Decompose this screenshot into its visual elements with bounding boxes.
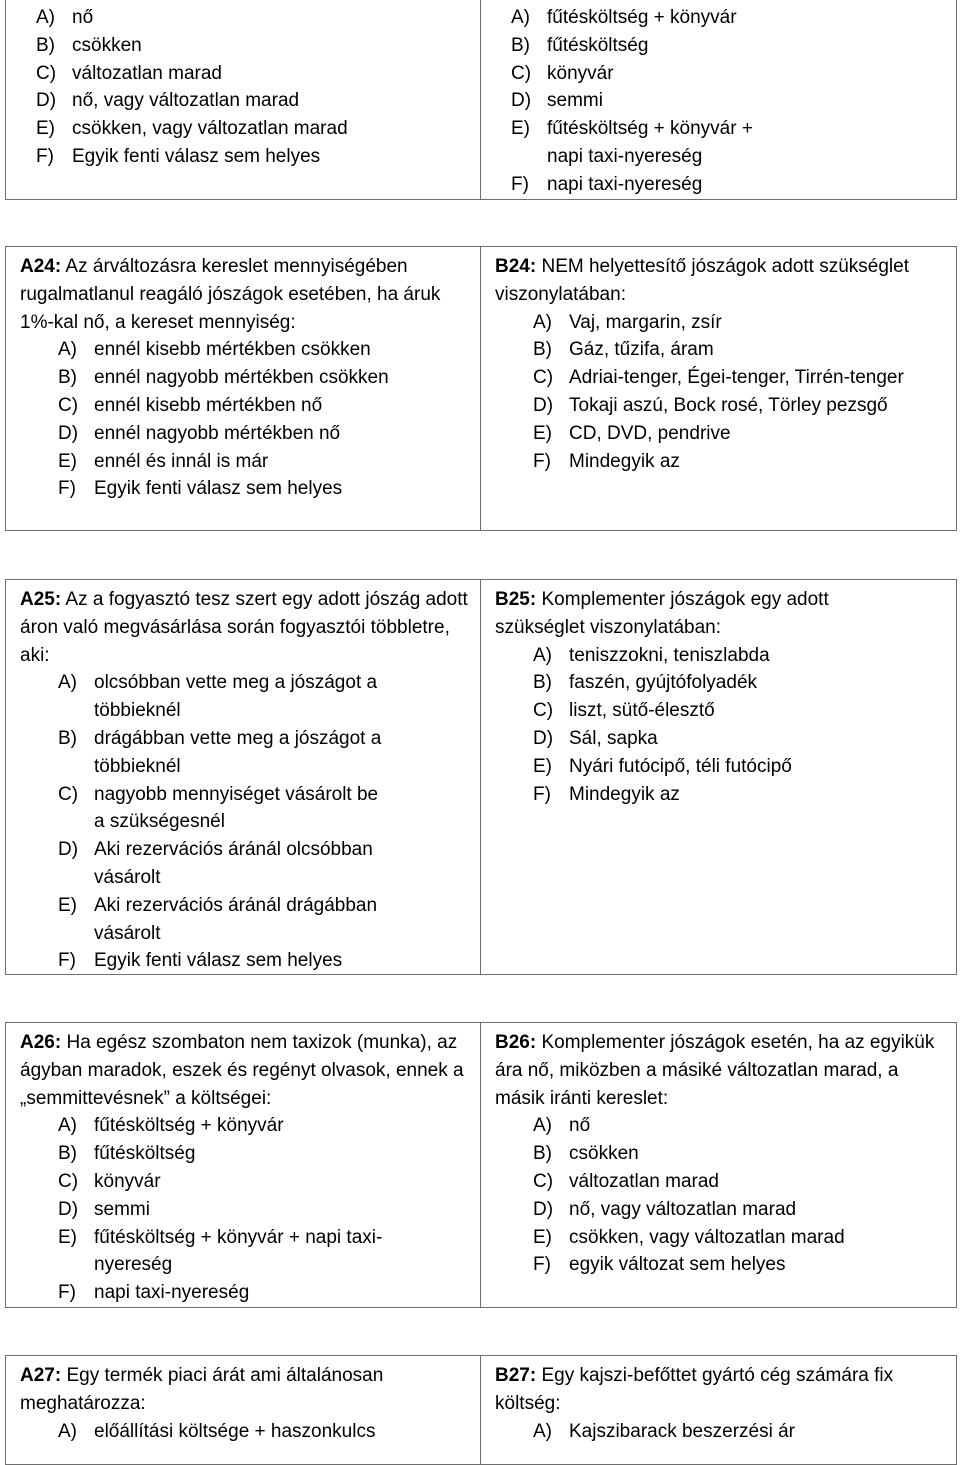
option-text: napi taxi-nyereség — [94, 1282, 250, 1304]
option-text: napi taxi-nyereség — [547, 173, 703, 195]
option-a — [58, 336, 470, 364]
option-c — [36, 60, 470, 88]
question-box-a23 — [5, 0, 481, 200]
options-list — [20, 1418, 470, 1446]
question-box-b26 — [480, 1022, 957, 1308]
option-letter: B) — [533, 1143, 552, 1165]
option-text: ennél nagyobb mértékben nő — [94, 422, 341, 444]
option-letter: A) — [511, 7, 530, 28]
option-letter: C) — [533, 700, 554, 722]
option-letter: F) — [58, 478, 76, 500]
option-f — [533, 1251, 946, 1279]
option-letter: C) — [533, 1170, 554, 1192]
question-text — [495, 1362, 946, 1418]
option-letter: B) — [511, 34, 530, 56]
question-box-b24 — [480, 246, 957, 531]
option-text: drágábban vette meg a jószágot a többieknél — [94, 727, 382, 777]
question-text — [20, 1362, 470, 1418]
question-box-a27 — [5, 1355, 481, 1465]
option-text: ennél kisebb mértékben nő — [94, 394, 323, 416]
option-letter: F) — [36, 145, 54, 167]
option-letter: D) — [58, 839, 79, 861]
option-a — [58, 1418, 470, 1446]
option-text: Kajszibarack beszerzési ár — [569, 1420, 795, 1442]
option-text: csökken — [569, 1143, 639, 1165]
option-text: fűtésköltség + könyvár + napi taxi-nyereség — [547, 118, 753, 167]
options-list — [20, 669, 388, 975]
question-label: B27: — [495, 1365, 537, 1386]
option-letter: B) — [533, 339, 552, 361]
option-text: csökken, vagy változatlan marad — [569, 1226, 845, 1248]
option-b — [36, 32, 470, 60]
option-letter: D) — [58, 422, 79, 444]
option-text: ennél nagyobb mértékben csökken — [94, 367, 389, 389]
question-label: B25: — [495, 589, 537, 610]
option-letter: E) — [533, 422, 552, 444]
question-text — [495, 253, 946, 309]
option-a — [58, 1112, 470, 1140]
option-b — [58, 1140, 470, 1168]
option-e — [511, 115, 792, 171]
option-c — [58, 392, 470, 420]
option-letter: B) — [58, 367, 77, 389]
option-text: nő — [72, 7, 94, 28]
option-c — [533, 364, 946, 392]
option-a — [36, 4, 470, 32]
option-text: fűtésköltség + könyvár + napi taxi-nyereség — [94, 1226, 383, 1276]
option-e — [533, 753, 946, 781]
option-text: Gáz, tűzifa, áram — [569, 339, 714, 361]
option-text: semmi — [94, 1198, 150, 1220]
options-list — [20, 4, 470, 171]
question-box-b27 — [480, 1355, 957, 1465]
option-text: olcsóbban vette meg a jószágot a többieknél — [94, 672, 378, 722]
option-f — [533, 781, 946, 809]
question-label: A25: — [20, 589, 62, 610]
option-letter: E) — [58, 894, 77, 916]
option-letter: A) — [36, 7, 55, 28]
question-body: Ha egész szombaton nem taxizok (munka), az ágyban maradok, eszek és regényt olvasok, ennek a „semmittevésnek” a költségei: — [20, 1032, 464, 1109]
question-label: A27: — [20, 1365, 62, 1386]
option-letter: F) — [511, 173, 529, 195]
option-d — [533, 392, 946, 420]
question-label: B26: — [495, 1032, 537, 1053]
question-body: Egy kajszi-befőttet gyártó cég számára fix költség: — [495, 1365, 894, 1414]
option-text: ennél kisebb mértékben csökken — [94, 339, 371, 361]
question-body: Egy termék piaci árát ami általánosan meghatározza: — [20, 1365, 384, 1414]
option-b — [511, 32, 946, 60]
option-a — [58, 669, 388, 725]
question-box-b25 — [480, 579, 957, 975]
option-text: fűtésköltség — [94, 1143, 196, 1165]
option-text: CD, DVD, pendrive — [569, 422, 731, 444]
option-text: nő, vagy változatlan marad — [72, 90, 300, 112]
question-text — [495, 1029, 946, 1112]
option-text: Egyik fenti válasz sem helyes — [94, 950, 343, 972]
option-text: csökken, vagy változatlan marad — [72, 118, 348, 140]
option-letter: A) — [533, 1420, 552, 1442]
option-letter: E) — [58, 1226, 77, 1248]
option-letter: C) — [58, 394, 79, 416]
question-text — [20, 1029, 470, 1112]
option-letter: F) — [533, 783, 551, 805]
option-letter: B) — [533, 672, 552, 694]
option-d — [533, 1196, 946, 1224]
option-e — [36, 115, 470, 143]
option-f — [533, 448, 946, 476]
option-d — [58, 836, 388, 892]
option-a — [533, 642, 946, 670]
option-text: változatlan marad — [72, 62, 222, 84]
question-label: B24: — [495, 256, 537, 277]
option-letter: A) — [58, 1420, 77, 1442]
option-text: csökken — [72, 34, 142, 56]
option-d — [58, 420, 470, 448]
question-box-a25 — [5, 579, 481, 975]
option-text: liszt, sütő-élesztő — [569, 700, 715, 722]
option-e — [58, 1224, 424, 1280]
option-letter: A) — [58, 1115, 77, 1137]
option-letter: B) — [58, 727, 77, 749]
option-letter: A) — [533, 644, 552, 666]
option-text: Aki rezervációs áránál drágábban vásárolt — [94, 894, 378, 944]
option-d — [511, 87, 946, 115]
option-letter: E) — [58, 450, 77, 472]
option-e — [58, 448, 470, 476]
question-body: NEM helyettesítő jószágok adott szükséglet viszonylatában: — [495, 256, 909, 305]
question-label: A24: — [20, 256, 62, 277]
options-list — [495, 1418, 946, 1446]
option-d — [533, 725, 946, 753]
question-body: Az árváltozásra kereslet mennyiségében rugalmatlanul reagáló jószágok esetében, ha áruk 1%-kal nő, a kereset mennyiség: — [20, 256, 441, 333]
option-c — [511, 60, 946, 88]
option-text: teniszzokni, teniszlabda — [569, 644, 770, 666]
option-e — [533, 420, 946, 448]
option-text: Adriai-tenger, Égei-tenger, Tirrén-tenger — [569, 367, 904, 389]
option-letter: C) — [36, 62, 57, 84]
option-a — [533, 309, 946, 337]
option-letter: F) — [533, 450, 551, 472]
option-letter: A) — [58, 672, 77, 694]
option-text: Tokaji aszú, Bock rosé, Törley pezsgő — [569, 394, 888, 416]
question-box-a24 — [5, 246, 481, 531]
option-letter: E) — [36, 118, 55, 140]
option-d — [36, 87, 470, 115]
option-text: Sál, sapka — [569, 727, 658, 749]
option-text: fűtésköltség — [547, 34, 649, 56]
option-letter: B) — [36, 34, 55, 56]
question-body: Az a fogyasztó tesz szert egy adott jószág adott áron való megvásárlása során fogyasztói többletre, aki: — [20, 589, 468, 666]
option-letter: D) — [511, 90, 532, 112]
option-text: fűtésköltség + könyvár — [94, 1115, 284, 1137]
option-c — [533, 697, 946, 725]
option-f — [58, 475, 470, 503]
option-e — [58, 892, 388, 948]
options-list — [495, 642, 946, 809]
options-list — [495, 1112, 946, 1279]
option-letter: E) — [533, 1226, 552, 1248]
option-letter: F) — [58, 950, 76, 972]
option-c — [533, 1168, 946, 1196]
option-letter: E) — [533, 755, 552, 777]
option-b — [58, 725, 388, 781]
option-b — [533, 669, 946, 697]
option-letter: A) — [58, 339, 77, 361]
option-f — [511, 171, 946, 199]
option-f — [58, 1279, 470, 1307]
option-letter: A) — [533, 311, 552, 333]
option-text: Mindegyik az — [569, 783, 680, 805]
option-e — [533, 1224, 946, 1252]
question-box-a26 — [5, 1022, 481, 1308]
options-list — [20, 1112, 470, 1307]
options-list — [495, 309, 946, 476]
option-b — [533, 336, 946, 364]
option-text: Egyik fenti válasz sem helyes — [72, 145, 321, 167]
question-text — [495, 586, 875, 642]
option-text: Egyik fenti válasz sem helyes — [94, 478, 343, 500]
option-letter: D) — [533, 394, 554, 416]
question-text — [20, 253, 470, 336]
option-letter: D) — [533, 727, 554, 749]
option-b — [533, 1140, 946, 1168]
option-letter: E) — [511, 118, 530, 140]
option-text: Vaj, margarin, zsír — [569, 311, 722, 333]
option-text: fűtésköltség + könyvár — [547, 7, 737, 28]
option-letter: D) — [36, 90, 57, 112]
option-text: semmi — [547, 90, 603, 112]
option-text: egyik változat sem helyes — [569, 1254, 786, 1276]
option-letter: B) — [58, 1143, 77, 1165]
question-body: Komplementer jószágok egy adott szükséglet viszonylatában: — [495, 589, 829, 638]
option-f — [36, 143, 470, 171]
options-list — [495, 4, 946, 199]
option-letter: C) — [58, 783, 79, 805]
option-text: Nyári futócipő, téli futócipő — [569, 755, 792, 777]
option-letter: F) — [533, 1254, 551, 1276]
option-letter: F) — [58, 1282, 76, 1304]
option-text: faszén, gyújtófolyadék — [569, 672, 758, 694]
option-d — [58, 1196, 470, 1224]
option-c — [58, 781, 388, 837]
option-f — [58, 947, 388, 975]
option-text: Mindegyik az — [569, 450, 680, 472]
option-c — [58, 1168, 470, 1196]
option-a — [533, 1112, 946, 1140]
option-text: Aki rezervációs áránál olcsóbban vásárolt — [94, 839, 373, 888]
option-letter: D) — [533, 1198, 554, 1220]
option-letter: C) — [533, 367, 554, 389]
option-text: könyvár — [94, 1170, 161, 1192]
option-a — [511, 4, 946, 32]
option-letter: C) — [511, 62, 532, 84]
option-letter: C) — [58, 1170, 79, 1192]
option-text: előállítási költsége + haszonkulcs — [94, 1420, 376, 1442]
option-text: változatlan marad — [569, 1170, 719, 1192]
question-label: A26: — [20, 1032, 62, 1053]
option-b — [58, 364, 470, 392]
option-text: nagyobb mennyiséget vásárolt be a szükségesnél — [94, 783, 379, 833]
question-box-b23 — [480, 0, 957, 200]
option-text: nő, vagy változatlan marad — [569, 1198, 797, 1220]
option-letter: D) — [58, 1198, 79, 1220]
question-text — [20, 586, 470, 669]
option-text: nő — [569, 1115, 591, 1137]
question-body: Komplementer jószágok esetén, ha az egyikük ára nő, miközben a másiké változatlan marad, a másik iránti kereslet: — [495, 1032, 935, 1109]
option-text: könyvár — [547, 62, 614, 84]
option-letter: A) — [533, 1115, 552, 1137]
option-text: ennél és innál is már — [94, 450, 269, 472]
options-list — [20, 336, 470, 503]
option-a — [533, 1418, 946, 1446]
